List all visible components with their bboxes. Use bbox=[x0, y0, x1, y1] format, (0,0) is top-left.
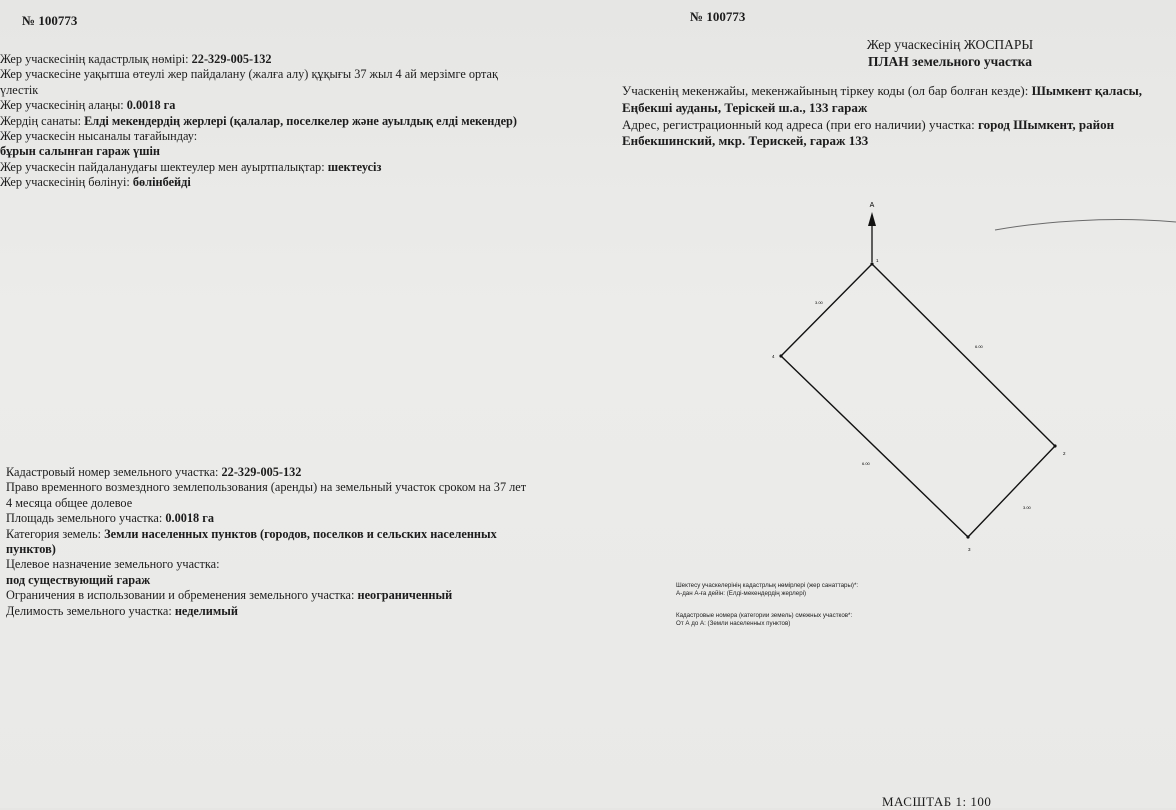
ru-field-label: Целевое назначение земельного участка: bbox=[6, 557, 220, 572]
stray-pen-mark bbox=[995, 220, 1176, 230]
kz-field-label: Жердің санаты: bbox=[0, 113, 85, 128]
ru-field-label: Делимость земельного участка: bbox=[6, 603, 175, 618]
north-arrow-icon bbox=[868, 212, 876, 226]
ru-field-label: Площадь земельного участка: bbox=[6, 511, 166, 526]
vertex-point-4 bbox=[779, 354, 782, 357]
kz-field-value: шектеусіз bbox=[327, 159, 382, 174]
vertex-label-3: 3 bbox=[968, 547, 971, 552]
kz-field-label: үлестік bbox=[0, 82, 39, 97]
kz-field-value: 22-329-005-132 bbox=[191, 52, 272, 66]
plan-title-kz-prefix: Жер учаскесінің bbox=[866, 37, 964, 52]
edge-label-1-2: 6.00 bbox=[975, 344, 983, 349]
adjacent-kz-value: А-дан А-ға дейін: (Елді-мекендердің жерлері) bbox=[676, 590, 807, 597]
address-kz-line2: Еңбекші ауданы, Теріскей ш.а., 133 гараж bbox=[622, 100, 868, 115]
kz-field-label: Жер учаскесін пайдаланудағы шектеулер мен ауыртпалықтар: bbox=[0, 159, 328, 174]
ru-field-label: Категория земель: bbox=[6, 526, 105, 541]
ru-field-label: 4 месяца общее долевое bbox=[6, 495, 133, 510]
document-number-left: № 100773 bbox=[22, 13, 78, 28]
kz-field-value: 0.0018 га bbox=[126, 98, 176, 113]
vertex-label-1: 1 bbox=[876, 258, 879, 263]
adjacent-kz-title: Шектесу учаскелерінің кадастрлық нөмірлері (жер санаттары)*: bbox=[676, 582, 859, 589]
kz-field-label: Жер учаскесінің бөлінуі: bbox=[0, 175, 133, 190]
ru-field-label: Право временного возмездного землепользования (аренды) на земельный участок сроком на 37 лет bbox=[6, 480, 527, 495]
kz-field-label: Жер учаскесін нысаналы тағайындау: bbox=[0, 129, 198, 144]
address-ru-line2: Енбекшинский, мкр. Терискей, гараж 133 bbox=[622, 133, 869, 148]
vertex-label-2: 2 bbox=[1063, 451, 1066, 456]
edge-label-2-3: 3.00 bbox=[1023, 505, 1031, 510]
edge-label-3-4: 6.00 bbox=[862, 461, 870, 466]
ru-field-value: неограниченный bbox=[357, 588, 453, 603]
kz-field-value: бөлінбейді bbox=[132, 175, 191, 190]
ru-field-value: под существующий гараж bbox=[6, 572, 151, 587]
edge-label-4-1: 3.00 bbox=[815, 300, 823, 305]
ru-field-label: Ограничения в использовании и обременения земельного участка: bbox=[6, 588, 358, 603]
adjacent-ru-title: Кадастровые номера (категории земель) смежных участков*: bbox=[676, 612, 853, 619]
vertex-label-4: 4 bbox=[772, 354, 775, 359]
adjacent-ru-value: От А до А: (Земли населенных пунктов) bbox=[676, 620, 791, 627]
ru-field-value: 22-329-005-132 bbox=[221, 465, 302, 479]
kz-field-value: Елді мекендердің жерлері (қалалар, поселкелер және ауылдық елді мекендер) bbox=[84, 113, 517, 128]
ru-field-value: пунктов) bbox=[6, 542, 56, 557]
address-ru-label: Адрес, регистрационный код адреса (при его наличии) участка: bbox=[622, 117, 978, 132]
vertex-point-1 bbox=[870, 262, 873, 265]
kz-field-label: Жер учаскесінің кадастрлық нөмірі: bbox=[0, 52, 192, 66]
document-number-right: № 100773 bbox=[690, 9, 746, 24]
kz-field-value: бұрын салынған гараж үшін bbox=[0, 144, 160, 159]
address-kz-label: Учаскенің мекенжайы, мекенжайының тіркеу коды (ол бар болған кезде): bbox=[622, 83, 1032, 98]
ru-field-value: 0.0018 га bbox=[165, 511, 215, 526]
kz-field-label: Жер учаскесіне уақытша өтеулі жер пайдалану (жалға алу) құқығы 37 жыл 4 ай мерзімге ортақ bbox=[0, 67, 498, 82]
ru-field-label: Кадастровый номер земельного участка: bbox=[6, 465, 222, 479]
north-label: А bbox=[869, 202, 875, 209]
kz-field-label: Жер учаскесінің алаңы: bbox=[0, 98, 127, 113]
vertex-point-3 bbox=[966, 535, 969, 538]
plan-title-ru-text: ПЛАН земельного участка bbox=[867, 54, 1032, 69]
scale-label: МАСШТАБ 1: 100 bbox=[882, 794, 992, 809]
ru-field-value: неделимый bbox=[174, 603, 238, 618]
ru-field-value: Земли населенных пунктов (городов, поселков и сельских населенных bbox=[104, 526, 497, 541]
address-ru-value: город Шымкент, район bbox=[978, 117, 1115, 132]
vertex-point-2 bbox=[1053, 444, 1056, 447]
plan-title-kz-bold: ЖОСПАРЫ bbox=[963, 37, 1034, 52]
address-kz-value: Шымкент қаласы, bbox=[1031, 83, 1142, 98]
